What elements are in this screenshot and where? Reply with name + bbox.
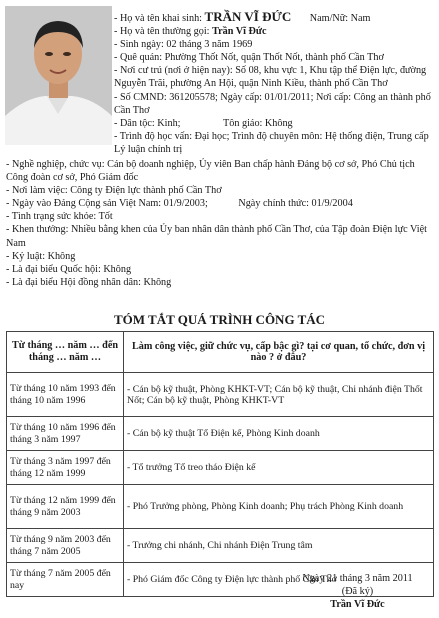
health: - Tình trạng sức khỏe: Tốt [6, 211, 113, 223]
work-cell: - Phó Giám đốc Công ty Điện lực thành phố Cần Thơ [124, 563, 434, 597]
table-row [7, 485, 434, 529]
gender: Nam/Nữ: Nam [309, 13, 371, 24]
birth-name-line [114, 10, 436, 25]
discipline: - Kỷ luật: Không [6, 250, 76, 262]
table-row [7, 373, 434, 417]
table-row [7, 417, 434, 451]
birth-name-label: - Họ và tên khai sinh: [114, 13, 202, 24]
period-cell: Từ tháng 10 năm 1996 đến tháng 3 năm 1997 [7, 417, 124, 451]
work-cell: - Cán bộ kỹ thuật Tổ Điện kế, Phòng Kinh doanh [124, 417, 434, 451]
signed-note: (Đã ký) [341, 586, 374, 597]
work-cell: - Cán bộ kỹ thuật, Phòng KHKT-VT; Cán bộ kỹ thuật, Chi nhánh điện Thốt Nốt; Cán bộ kỹ thuật, Phòng KHKT-VT [124, 373, 434, 417]
common-name-label: - Họ và tên thường gọi: [114, 26, 210, 38]
religion: Tôn giáo: Không [223, 117, 293, 129]
national-assembly: - Là đại biểu Quốc hội: Không [6, 263, 132, 275]
work-cell: - Phó Trưởng phòng, Phòng Kinh doanh; Phụ trách Phòng Kinh doanh [124, 485, 434, 529]
residence: - Nơi cư trú (nơi ở hiện nay): Số 08, khu vực 1, Khu tập thể Điện lực, đường Nguyễn Trãi, phường An Hội, quận Ninh Kiều, thành phố Cần Thơ [114, 65, 427, 90]
work-history-title: TÓM TẮT QUÁ TRÌNH CÔNG TÁC [113, 312, 326, 327]
hometown: - Quê quán: Phường Thốt Nốt, quận Thốt Nốt, thành phố Cần Thơ [114, 52, 384, 64]
workplace: - Nơi làm việc: Công ty Điện lực thành phố Cần Thơ [6, 185, 222, 197]
work-cell: - Tổ trưởng Tổ treo tháo Điện kế [124, 451, 434, 485]
party-join: - Ngày vào Đảng Cộng sản Việt Nam: 01/9/2003; [6, 198, 208, 210]
birth-name-value: TRẦN VĨ ĐỨC [204, 9, 292, 24]
signer-name: Trần Vĩ Đức [330, 599, 385, 610]
job: - Nghề nghiệp, chức vụ: Cán bộ doanh nghiệp, Ủy viên Ban chấp hành Đảng bộ cơ sở, Phó Chủ tịch Công đoàn cơ sở, Phó Giám đốc [6, 159, 415, 184]
work-column-header: Làm công việc, giữ chức vụ, cấp bậc gì? tại cơ quan, tổ chức, đơn vị nào ? ở đâu? [124, 332, 434, 373]
table-row [7, 451, 434, 485]
common-name-value: Trần Vĩ Đức [212, 26, 267, 38]
portrait-photo [5, 6, 112, 145]
table-header-row [7, 332, 434, 373]
work-history-table [6, 331, 434, 597]
ethnicity-religion-line [114, 117, 436, 130]
period-cell: Từ tháng 7 năm 2005 đến nay [7, 563, 124, 597]
personal-info-header [114, 10, 436, 156]
personal-details [6, 158, 434, 289]
signature-block [280, 572, 435, 611]
period-cell: Từ tháng 12 năm 1999 đến tháng 9 năm 2003 [7, 485, 124, 529]
period-cell: Từ tháng 9 năm 2003 đến tháng 7 năm 2005 [7, 529, 124, 563]
period-cell: Từ tháng 10 năm 1993 đến tháng 10 năm 1996 [7, 373, 124, 417]
education: - Trình độ học vấn: Đại học; Trình độ chuyên môn: Hệ thống điện, Trung cấp Lý luận chính trị [114, 130, 429, 155]
common-name-line [114, 25, 436, 38]
id-card: - Số CMND: 361205578; Ngày cấp: 01/01/2011; Nơi cấp: Công an thành phố Cần Thơ [114, 91, 431, 116]
period-column-header: Từ tháng … năm … đến tháng … năm … [7, 332, 124, 373]
party-official: Ngày chính thức: 01/9/2004 [238, 198, 353, 210]
award: - Khen thưởng: Nhiều bằng khen của Ủy ban nhân dân thành phố Cần Thơ, của Tập đoàn Điện lực Việt Nam [6, 224, 427, 249]
sign-date: Ngày 21 tháng 3 năm 2011 [302, 573, 413, 584]
period-cell: Từ tháng 3 năm 1997 đến tháng 12 năm 1999 [7, 451, 124, 485]
work-cell: - Trưởng chi nhánh, Chi nhánh Điện Trung tâm [124, 529, 434, 563]
party-line [6, 197, 434, 210]
birth-date: - Sinh ngày: 02 tháng 3 năm 1969 [114, 39, 253, 51]
table-row [7, 529, 434, 563]
ethnicity: - Dân tộc: Kinh; [114, 117, 181, 129]
council: - Là đại biểu Hội đồng nhân dân: Không [6, 276, 172, 288]
